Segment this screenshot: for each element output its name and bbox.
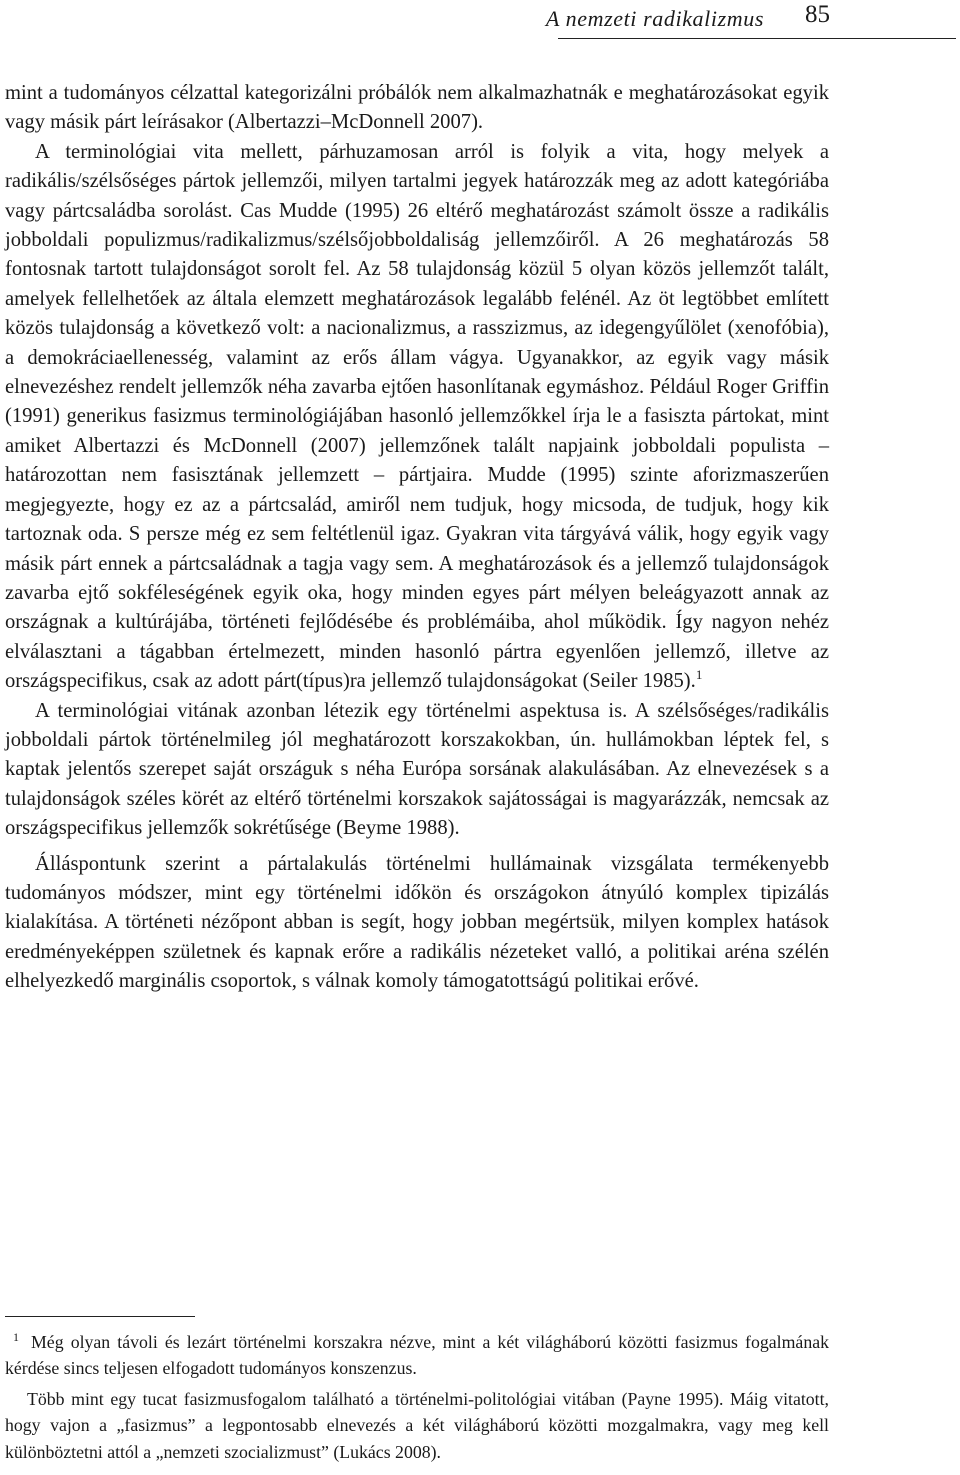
- header-rule: [558, 38, 956, 39]
- footnote-1-number: 1: [13, 1330, 19, 1345]
- paragraph-1: mint a tudományos célzattal kategorizálni próbálók nem alkalmazhatnák e meghatározásokat egyik vagy másik párt leírásakor (Albertazzi–McDonnell 2007).: [5, 82, 829, 134]
- paragraph-4: Álláspontunk szerint a pártalakulás történelmi hullámainak vizsgálata termékenyebb tudományos módszer, mint egy történelmi időkön és országokon átnyúló komplex tipizálás kialakítása. A történeti nézőpont abban is segít, hogy jobban megértsük, milyen komplex hatások eredményeképpen születnek és kapnak erőre a radikális nézeteket valló, a politikai aréna szélén elhelyezkedő marginális csoportok, s válnak komoly támogatottságú politikai erővé.: [5, 852, 829, 993]
- page-header: [0, 0, 960, 40]
- footnote-rule: [5, 1316, 195, 1317]
- footnotes: [5, 1329, 829, 1465]
- running-title: A nemzeti radikalizmus: [545, 6, 764, 31]
- paragraph-3: A terminológiai vitának azonban létezik egy történelmi aspektusa is. A szélsőséges/radikális jobboldali pártok történelmileg jól meghatározott korszakokban, ún. hullámokban léptek fel, s kaptak jelentős szerepet saját országuk s néha Európa sorsának alakulásában. Az elnevezések s a tulajdonságok széles körét az eltérő történelmi korszakok sajátosságai is magyarázzák, nemcsak az országspecifikus jellemzők sokrétűsége (Beyme 1988).: [5, 699, 829, 840]
- footnote-1-continuation: Több mint egy tucat fasizmusfogalom található a történelmi-politológiai vitában (Payne 1995). Máig vitatott, hogy vajon a „fasizmus” a legpontosabb elnevezés a két világháború közötti mozgalmakra, vagy meg kell különböztetni attól a „nemzeti szocializmust” (Lukács 2008).: [5, 1388, 829, 1462]
- body-text: [5, 79, 829, 997]
- footnote-reference-1[interactable]: 1: [695, 667, 703, 683]
- footnote-1: [5, 1329, 829, 1382]
- page-number: 85: [805, 1, 830, 28]
- footnote-1-text: Még olyan távoli és lezárt történelmi korszakra nézve, mint a két világháború közötti fasizmus fogalmának kérdése sincs teljesen elfogadott tudományos konszenzus.: [5, 1332, 829, 1379]
- paragraph-2: [5, 138, 829, 697]
- paragraph-2-text: A terminológiai vita mellett, párhuzamosan arról is folyik a vita, hogy melyek a radikális/szélsőséges pártok jellemzői, milyen tartalmi jegyek határozzák meg az adott kategóriába vagy pártcsaládba sorolást. Cas Mudde (1995) 26 eltérő meghatározást számolt össze a radikális jobboldali populizmus/radikalizmus/szélsőjobboldaliság jellemzőiről. A 26 meghatározás 58 fontosnak tartott tulajdonságot sorolt fel. Az 58 tulajdonság közül 5 olyan közös jellemzőt talált, amelyek fellelhetőek az általa elemzett meghatározások legalább felénél. Az öt legtöbbet említett közös tulajdonság a következő volt: a nacionalizmus, a rasszizmus, az idegengyűlölet (xenofóbia), a demokráciaellenesség, valamint az erős állam vágya. Ugyanakkor, az egyik vagy másik elnevezéshez rendelt jellemzők néha zavarba ejtően hasonlítanak egymáshoz. Például Roger Griffin (1991) generikus fasizmus terminológiájában hasonló jellemzőkkel írja le a fasiszta pártokat, mint amiket Albertazzi és McDonnell (2007) jellemzőnek talált napjaink jobboldali populista – határozottan nem fasisztának jellemzett – pártjaira. Mudde (1995) szinte aforizmaszerűen megjegyezte, hogy ez az a pártcsalád, amiről nem tudjuk, hogy micsoda, de tudjuk, hogy kik tartoznak oda. S persze még ez sem feltétlenül igaz. Gyakran vita tárgyává válik, hogy egyik vagy másik párt ennek a pártcsaládnak a tagja vagy sem. A meghatározások és a jellemző tulajdonságok zavarba ejtő sokféleségének egyik oka, hogy minden egyes párt mélyen beleágyazott annak az országnak a kultúrájába, történeti fejlődésébe és problémáiba, ahol működik. Így nagyon nehéz elválasztani a tágabban értelmezett, minden hasonló pártra egyenlően jellemző, illetve az országspecifikus, csak az adott párt(típus)ra jellemző tulajdonságokat (Seiler 1985).: [5, 140, 829, 693]
